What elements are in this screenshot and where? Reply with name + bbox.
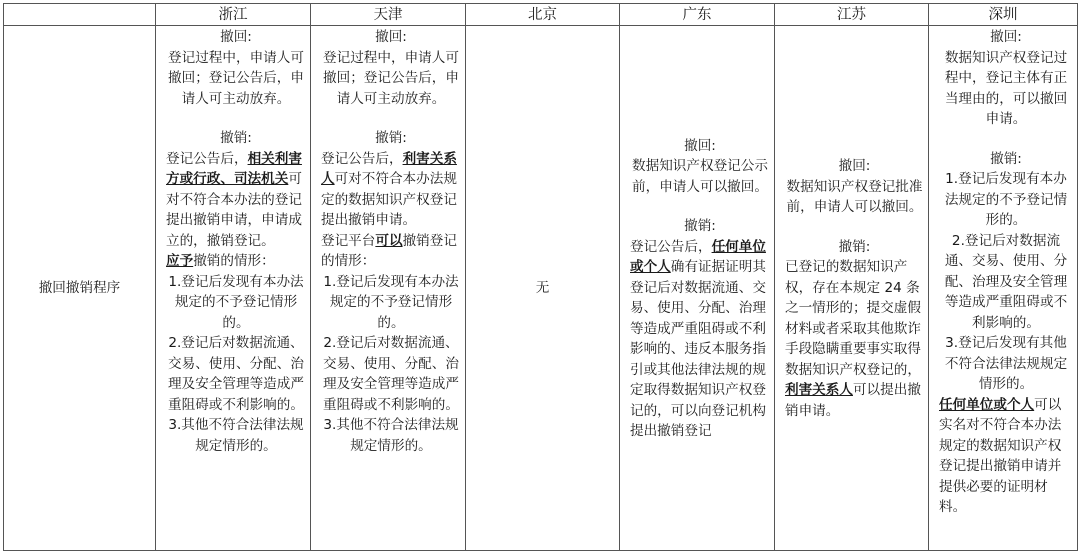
zhejiang-item-2: 2.登记后对数据流通、交易、使用、分配、治理及安全管理等造成严重阻碍或不利影响的。 — [168, 335, 304, 413]
header-jiangsu: 江苏 — [775, 4, 929, 26]
tianjin-platform-revoke: 登记平台可以撤销登记的情形： — [321, 232, 457, 269]
header-guangdong: 广东 — [620, 4, 775, 26]
header-row — [4, 4, 1078, 26]
shenzhen-item-3: 3.登记后发现有其他不符合法律法规规定情形的。 — [944, 335, 1068, 392]
shenzhen-anyone-revoke: 任何单位或个人可以实名对不符合本办法规定的数据知识产权登记提出撤销申请并提供必要的证明材料。 — [939, 396, 1062, 515]
zhejiang-item-1: 1.登记后发现有本办法规定的不予登记情形的。 — [168, 273, 304, 331]
jiangsu-withdraw-text: 数据知识产权登记批准前，申请人可以撤回。 — [786, 178, 923, 215]
zhejiang-item-3: 3.其他不符合法律法规规定情形的。 — [168, 417, 304, 454]
procedure-row — [4, 26, 1078, 551]
tianjin-item-2: 2.登记后对数据流通、交易、使用、分配、治理及安全管理等造成严重阻碍或不利影响的。 — [323, 335, 459, 413]
tianjin-item-1: 1.登记后发现有本办法规定的不予登记情形的。 — [323, 273, 459, 331]
tianjin-revoke-text: 登记公告后，利害关系人可对不符合本办法规定的数据知识产权登记提出撤销申请。 — [321, 150, 457, 228]
cell-guangdong — [620, 26, 775, 551]
header-shenzhen: 深圳 — [929, 4, 1078, 26]
shenzhen-withdraw-heading: 撤回: — [990, 29, 1022, 45]
row-label: 撤回撤销程序 — [4, 26, 156, 551]
zhejiang-withdraw-text: 登记过程中，申请人可撤回；登记公告后，申请人可主动放弃。 — [168, 49, 304, 107]
cell-shenzhen — [929, 26, 1078, 551]
header-beijing: 北京 — [466, 4, 620, 26]
shenzhen-item-1: 1.登记后发现有本办法规定的不予登记情形的。 — [944, 171, 1068, 228]
cell-jiangsu — [775, 26, 929, 551]
cell-zhejiang — [156, 26, 311, 551]
tianjin-revoke-heading: 撤销: — [375, 130, 407, 146]
guangdong-revoke-text: 登记公告后，任何单位或个人确有证据证明其登记后对数据流通、交易、使用、分配、治理等造成严重阻碍或不利影响的、违反本服务指引或其他法律法规的规定取得数据知识产权登记的，可以向登记机构提出撤销登记 — [630, 238, 766, 439]
cell-tianjin — [311, 26, 466, 551]
tianjin-item-3: 3.其他不符合法律法规规定情形的。 — [323, 417, 459, 454]
guangdong-withdraw-text: 数据知识产权登记公示前，申请人可以撤回。 — [632, 158, 768, 195]
zhejiang-must-revoke: 应予撤销的情形： — [166, 253, 275, 269]
shenzhen-item-2: 2.登记后对数据流通、交易、使用、分配、治理及安全管理等造成严重阻碍或不利影响的。 — [944, 232, 1068, 331]
shenzhen-withdraw-text: 数据知识产权登记过程中，登记主体有正当理由的，可以撤回申请。 — [944, 49, 1068, 127]
zhejiang-revoke-text: 登记公告后，相关利害方或行政、司法机关可对不符合本办法的登记提出撤销申请，申请成立的，撤销登记。 — [166, 150, 302, 249]
guangdong-withdraw-heading: 撤回: — [684, 137, 716, 154]
tianjin-withdraw-text: 登记过程中，申请人可撤回；登记公告后，申请人可主动放弃。 — [323, 49, 459, 107]
shenzhen-revoke-heading: 撤销: — [990, 150, 1022, 167]
tianjin-withdraw-heading: 撤回: — [375, 29, 407, 45]
zhejiang-revoke-heading: 撤销: — [220, 130, 252, 146]
guangdong-revoke-heading: 撤销: — [684, 218, 716, 234]
jiangsu-revoke-text: 已登记的数据知识产权，存在本规定 24 条之一情形的；提交虚假材料或者采取其他欺诈手段隐瞒重要事实取得数据知识产权登记的，利害关系人可以提出撤销申请。 — [785, 259, 921, 419]
cell-beijing: 无 — [466, 26, 620, 551]
header-blank — [4, 4, 156, 26]
comparison-table — [3, 3, 1078, 551]
jiangsu-withdraw-heading: 撤回: — [838, 158, 871, 174]
header-zhejiang: 浙江 — [156, 4, 311, 26]
zhejiang-withdraw-heading: 撤回: — [220, 29, 252, 45]
header-tianjin: 天津 — [311, 4, 466, 26]
jiangsu-revoke-heading: 撤销: — [838, 238, 871, 255]
